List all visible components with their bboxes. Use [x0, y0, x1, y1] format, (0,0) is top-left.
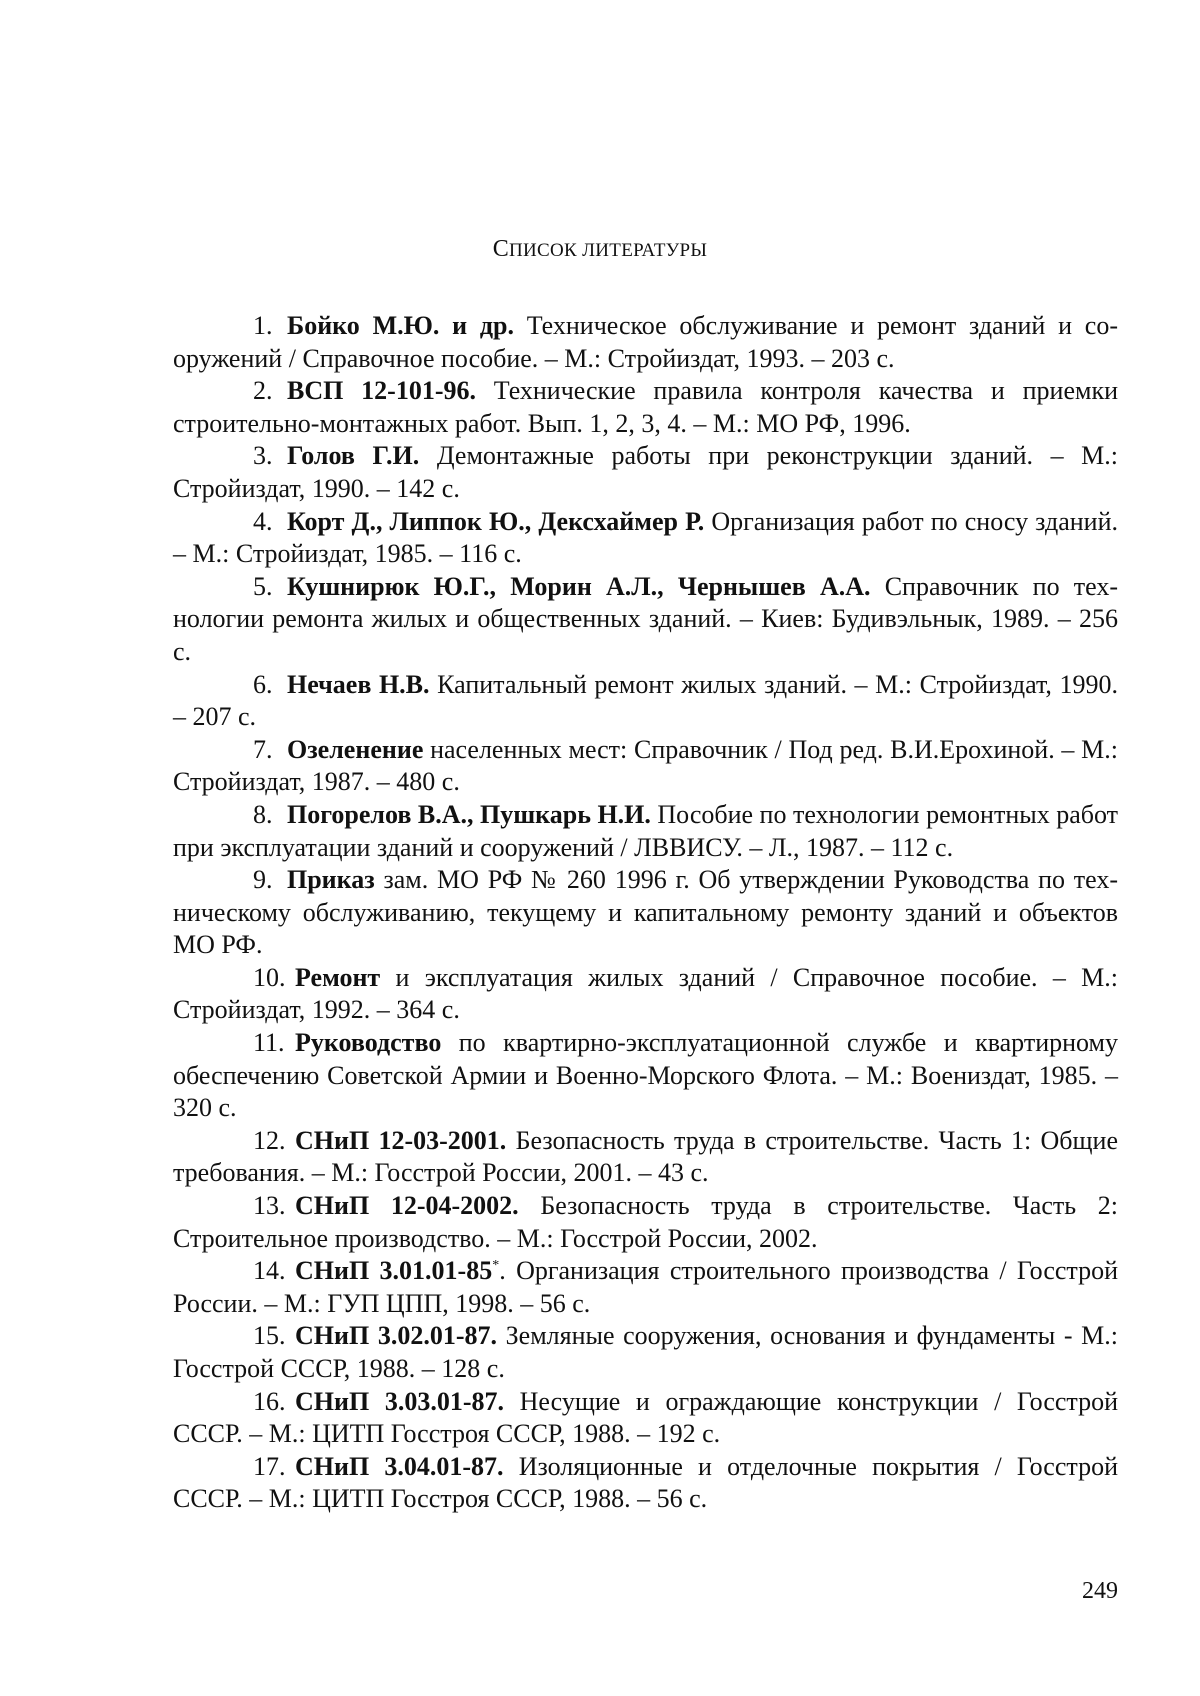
reference-author: Ремонт [295, 962, 381, 992]
reference-author: Нечаев Н.В. [287, 669, 430, 699]
reference-text: Безопасность труда в строительстве. Часть 2: Строительное производство. – М.: Госстрой России, 2002. [173, 1191, 1118, 1253]
reference-number: 16. [253, 1386, 286, 1416]
reference-text: Безопасность труда в строительстве. Часть 1: Общие требования. – М.: Госстрой России, 2001. – 43 с. [173, 1125, 1118, 1188]
reference-author: СНиП 12-04-2002. [295, 1191, 519, 1221]
reference-author: Погорелов В.А., Пушкарь Н.И. [287, 799, 651, 829]
reference-item [173, 962, 1118, 1027]
reference-number: 10. [253, 962, 286, 992]
reference-author: СНиП 3.04.01-87. [295, 1451, 504, 1481]
reference-number: 13. [253, 1191, 286, 1221]
page-title [0, 236, 1200, 263]
reference-text: Техническое обслуживание и ремонт зданий и сооружений / Справочное пособие. – М.: Стройиздат, 1993. – 203 с. [173, 311, 1118, 373]
reference-item [173, 1255, 1118, 1320]
reference-number: 9. [253, 865, 273, 895]
reference-number: 15. [253, 1321, 286, 1351]
reference-superscript: * [492, 1258, 500, 1274]
reference-author: СНиП 3.02.01-87. [295, 1321, 497, 1351]
reference-item [173, 799, 1118, 864]
title-rest: ПИСОК ЛИТЕРАТУРЫ [509, 240, 708, 261]
reference-item [173, 734, 1118, 799]
reference-item [173, 1190, 1118, 1255]
reference-number: 4. [253, 506, 273, 536]
reference-item [173, 375, 1118, 440]
reference-number: 11. [253, 1028, 285, 1058]
reference-author: СНиП 3.01.01-85 [295, 1256, 493, 1286]
reference-author: Корт Д., Липпок Ю., Дексхаймер Р. [287, 506, 705, 536]
reference-text: населенных мест: Справочник / Под ред. В.И.Ерохиной. – М.: Стройиздат, 1987. – 480 с. [173, 734, 1118, 797]
title-first-letter: С [492, 236, 510, 262]
reference-author: Озеленение [287, 734, 424, 764]
reference-item [173, 669, 1118, 734]
reference-text: Капитальный ремонт жилых зданий. – М.: Стройиздат, 1990. – 207 с. [173, 669, 1118, 732]
reference-text: зам. МО РФ № 260 1996 г. Об утверждении Руководства по техническому обслуживанию, текущему и капитальному ремонту зданий и объектов МО РФ. [173, 865, 1118, 960]
reference-item [173, 571, 1118, 669]
reference-item [173, 864, 1118, 962]
reference-text: и эксплуатация жилых зданий / Справочное пособие. – М.: Стройиздат, 1992. – 364 с. [173, 962, 1118, 1025]
reference-number: 1. [253, 311, 273, 340]
reference-item [173, 1320, 1118, 1385]
reference-item [173, 1451, 1118, 1516]
reference-item [173, 310, 1118, 375]
reference-text: Пособие по технологии ремонтных работ при эксплуатации зданий и сооружений / ЛВВИСУ. – Л., 1987. – 112 с. [173, 799, 1119, 862]
reference-text: Земляные сооружения, основания и фундаменты - М.: Госстрой СССР, 1988. – 128 с. [173, 1321, 1118, 1383]
reference-text: Изоляционные и отделочные покрытия / Госстрой СССР. – М.: ЦИТП Госстроя СССР, 1988. – 56 с. [173, 1451, 1118, 1514]
reference-list [173, 310, 1118, 1516]
reference-number: 7. [253, 734, 273, 764]
reference-text: Технические правила контроля качества и приемки строительно-монтажных работ. Вып. 1, 2, 3, 4. – М.: МО РФ, 1996. [173, 376, 1118, 438]
reference-text: по квартирно-эксплуатационной службе и квартирному обеспечению Советской Армии и Военно-Морского Флота. – М.: Воениздат, 1985. – 320 с. [173, 1028, 1118, 1123]
reference-text: Организация работ по сносу зданий. – М.: Стройиздат, 1985. – 116 с. [173, 506, 1118, 569]
reference-item [173, 440, 1118, 505]
reference-number: 8. [253, 799, 273, 829]
reference-number: 12. [253, 1125, 286, 1155]
reference-item [173, 506, 1118, 571]
reference-author: Приказ [287, 865, 375, 895]
reference-author: Кушнирюк Ю.Г., Морин А.Л., Чернышев А.А. [287, 571, 871, 601]
reference-number: 14. [253, 1256, 286, 1286]
reference-item [173, 1386, 1118, 1451]
reference-author: СНиП 12-03-2001. [295, 1125, 507, 1155]
reference-author: Руководство [295, 1028, 442, 1058]
reference-author: ВСП 12-101-96. [287, 376, 476, 406]
reference-number: 17. [253, 1451, 286, 1481]
reference-number: 6. [253, 669, 273, 699]
reference-number: 5. [253, 571, 273, 601]
reference-text: Демонтажные работы при реконструкции зданий. – М.: Стройиздат, 1990. – 142 с. [173, 441, 1119, 503]
reference-number: 3. [253, 441, 273, 471]
reference-text: Справочник по технологии ремонта жилых и общественных зданий. – Киев: Будивэльнык, 1989. – 256 с. [173, 571, 1118, 666]
reference-author: Бойко М.Ю. и др. [287, 311, 515, 340]
reference-item [173, 1125, 1118, 1190]
page-number: 249 [1082, 1578, 1118, 1604]
reference-author: СНиП 3.03.01-87. [295, 1386, 505, 1416]
reference-item [173, 1027, 1118, 1125]
reference-author: Голов Г.И. [287, 441, 420, 471]
reference-number: 2. [253, 376, 273, 406]
reference-text: . Организация строительного производства / Госстрой России. – М.: ГУП ЦПП, 1998. – 56 с. [173, 1256, 1118, 1318]
reference-text: Несущие и ограждающие конструкции / Госстрой СССР. – М.: ЦИТП Госстроя СССР, 1988. – 192 с. [173, 1386, 1118, 1449]
